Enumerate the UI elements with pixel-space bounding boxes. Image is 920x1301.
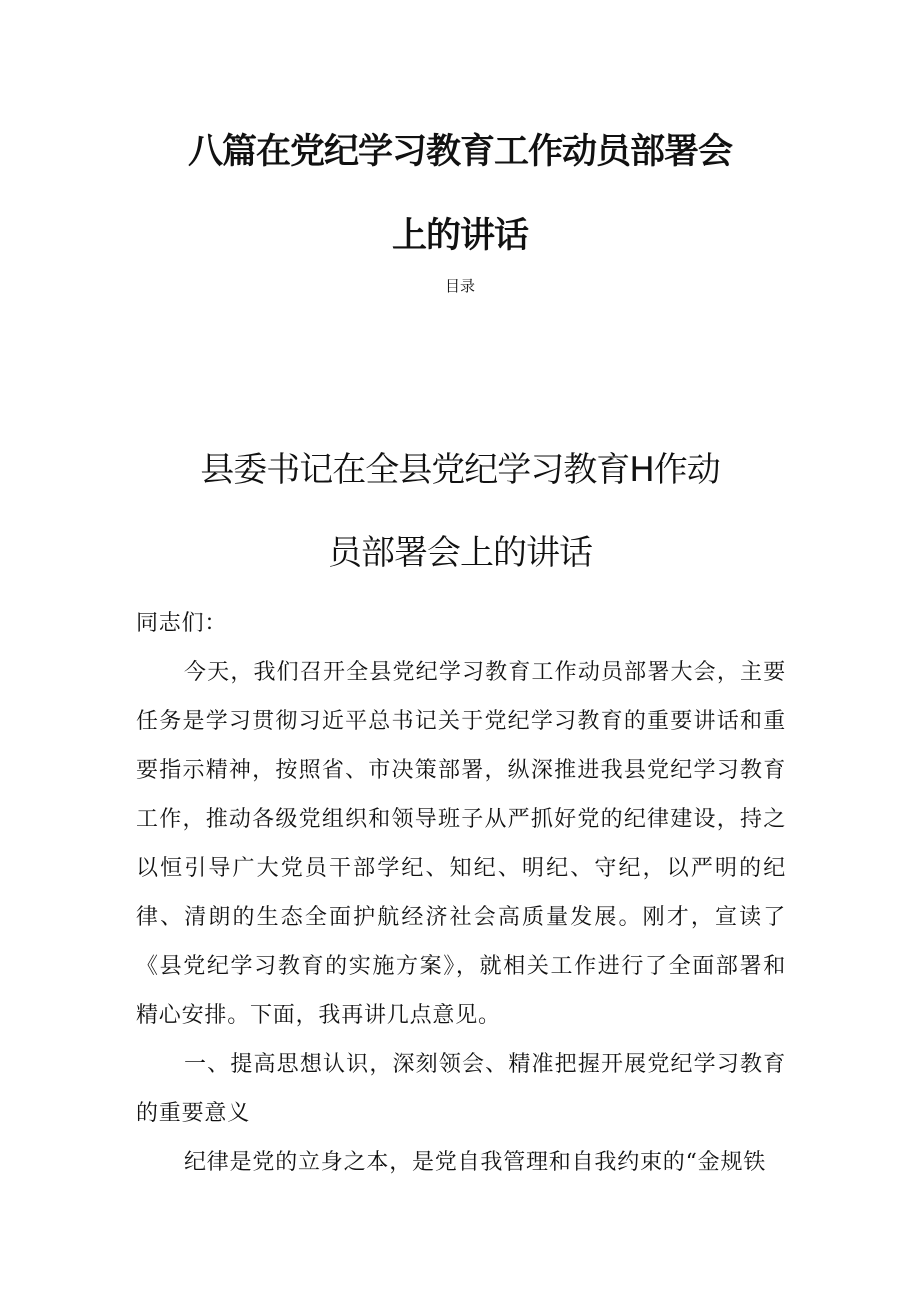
- speech-title-line-2: 员部署会上的讲话: [328, 533, 592, 573]
- document-title-line-1: 八篇在党纪学习教育工作动员部署会: [187, 132, 732, 172]
- table-of-contents-label: 目录: [444, 277, 475, 295]
- salutation: 同志们：: [136, 611, 228, 636]
- paragraph-section-1: 纪律是党的立身之本，是党自我管理和自我约束的“金规铁: [184, 1150, 767, 1175]
- section-heading-1: 一、提高思想认识，深刻领会、精准把握开展党纪学习教育的重要意义: [136, 1052, 786, 1126]
- document-title-line-2: 上的讲话: [391, 216, 528, 256]
- speech-body: [136, 599, 786, 1187]
- paragraph-intro: 今天，我们召开全县党纪学习教育工作动员部署大会，主要任务是学习贯彻习近平总书记关于党纪学习教育的重要讲话和重要指示精神，按照省、市决策部署，纵深推进我县党纪学习教育工作，推动各级党组织和领导班子从严抓好党的纪律建设，持之以恒引导广大党员干部学纪、知纪、明纪、守纪，以严明的纪律、清朗的生态全面护航经济社会高质量发展。刚才，宣读了《县党纪学习教育的实施方案》，就相关工作进行了全面部署和精心安排。下面，我再讲几点意见。: [136, 660, 786, 1028]
- speech-title-line-1: 县委书记在全县党纪学习教育H作动: [200, 450, 720, 490]
